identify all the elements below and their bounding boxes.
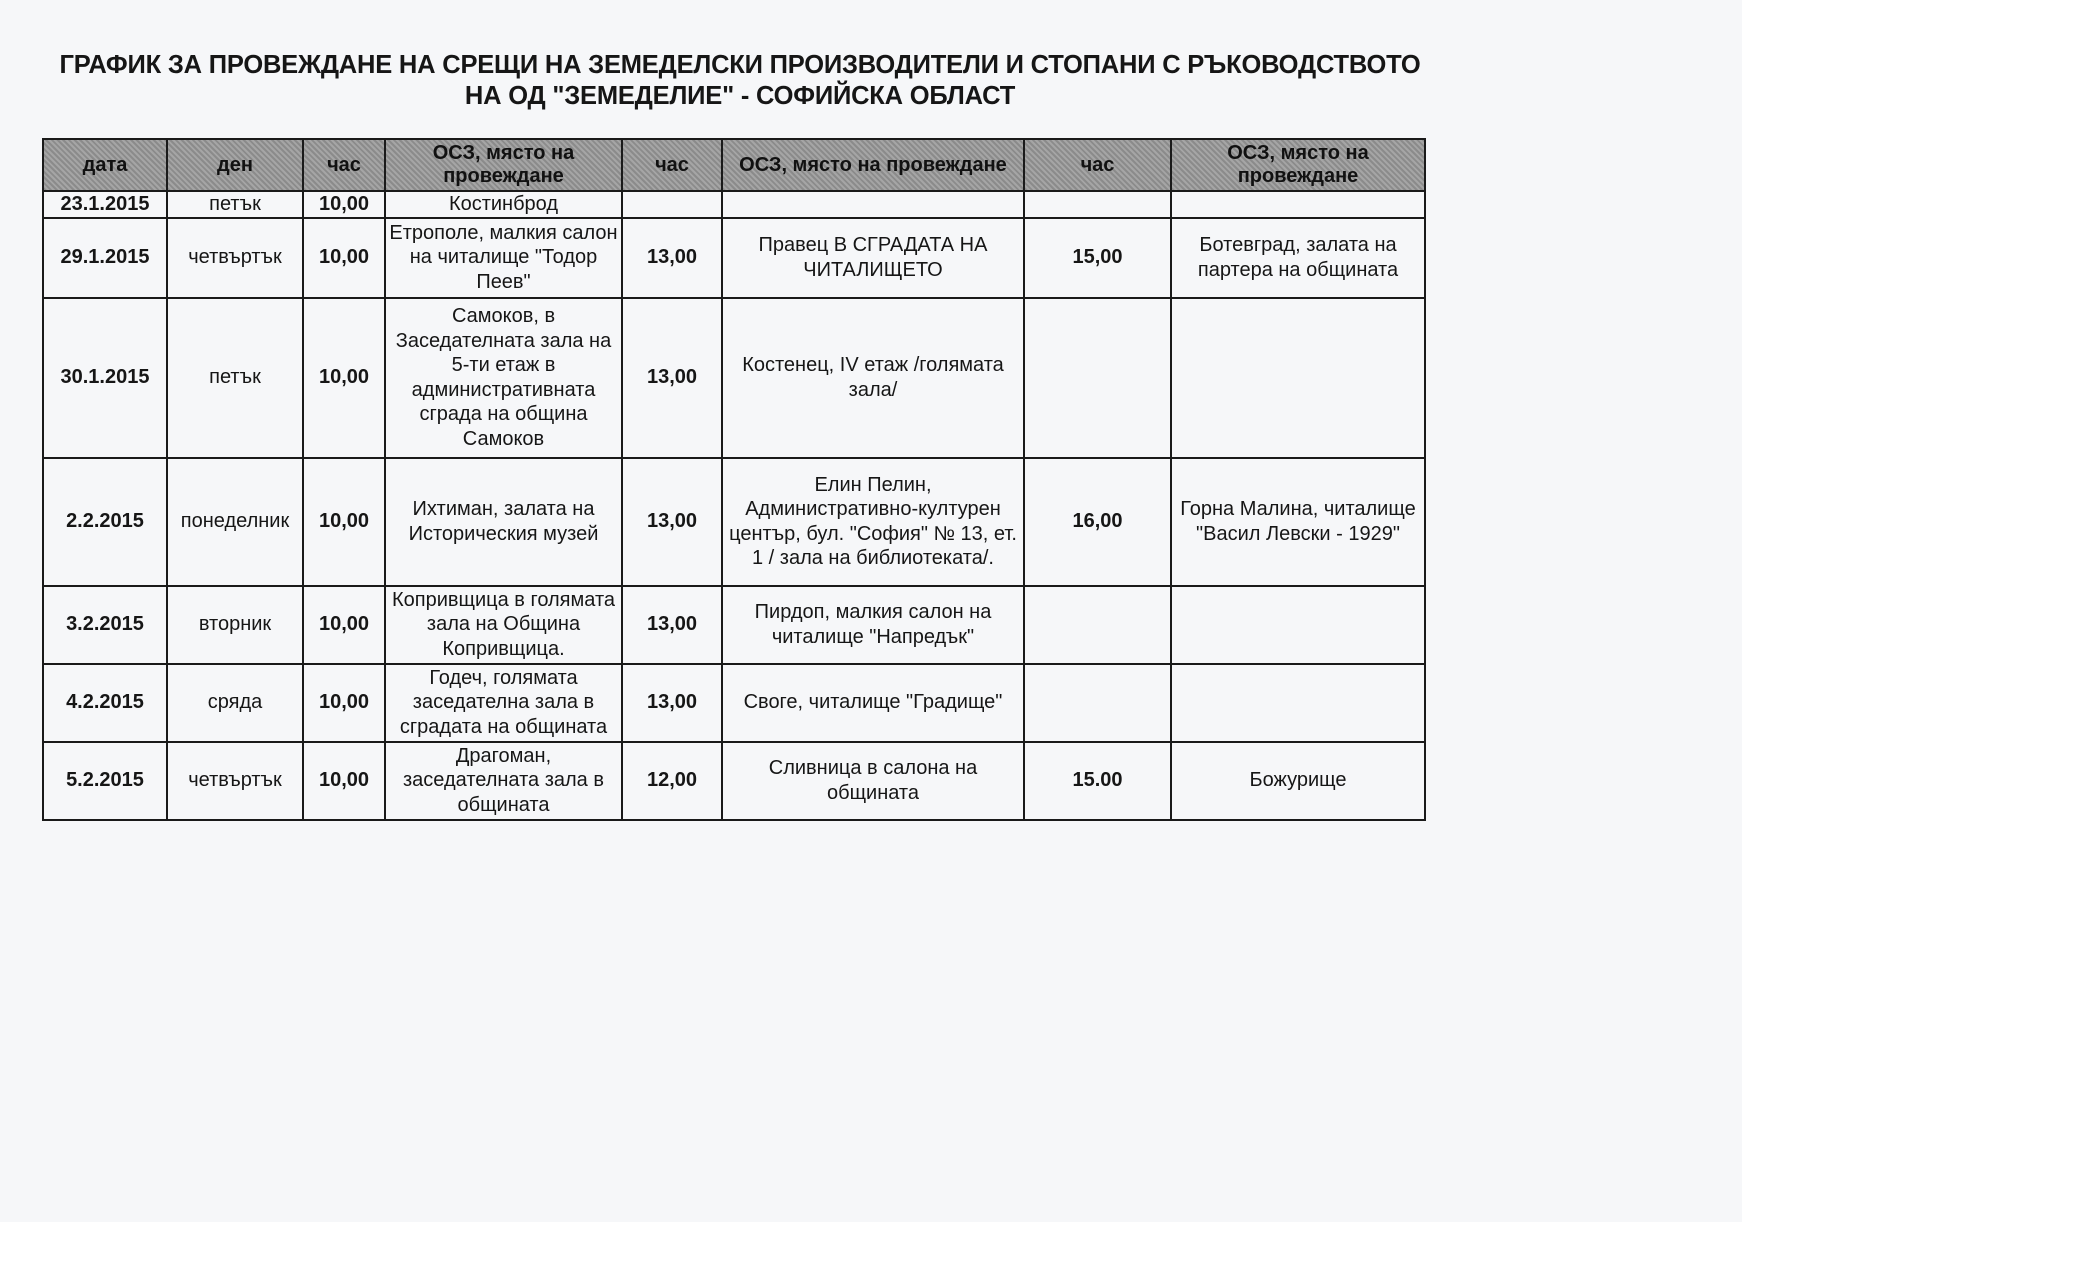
cell-time-1: 10,00 (303, 586, 385, 664)
cell-time-2: 13,00 (622, 218, 722, 298)
cell-day: четвъртък (167, 218, 303, 298)
header-venue-3: ОСЗ, място на провеждане (1171, 139, 1425, 191)
table-row (43, 458, 1425, 586)
cell-date: 5.2.2015 (43, 742, 167, 820)
cell-venue-3 (1171, 586, 1425, 664)
cell-venue-2: Елин Пелин, Административно-културен център, бул. "София" № 13, ет. 1 / зала на библиотеката/. (722, 458, 1024, 586)
cell-time-1: 10,00 (303, 298, 385, 458)
header-date: дата (43, 139, 167, 191)
cell-date: 23.1.2015 (43, 191, 167, 218)
header-day: ден (167, 139, 303, 191)
table-row (43, 298, 1425, 458)
cell-venue-2: Своге, читалище "Градище" (722, 664, 1024, 742)
cell-time-2 (622, 191, 722, 218)
cell-time-2: 13,00 (622, 458, 722, 586)
cell-venue-3 (1171, 664, 1425, 742)
document-title (40, 50, 1440, 112)
cell-day: четвъртък (167, 742, 303, 820)
cell-time-1: 10,00 (303, 742, 385, 820)
cell-time-1: 10,00 (303, 218, 385, 298)
cell-venue-3: Божурище (1171, 742, 1425, 820)
cell-day: понеделник (167, 458, 303, 586)
cell-date: 3.2.2015 (43, 586, 167, 664)
cell-time-2: 12,00 (622, 742, 722, 820)
cell-day: вторник (167, 586, 303, 664)
cell-time-3 (1024, 586, 1171, 664)
table-row (43, 191, 1425, 218)
cell-time-3 (1024, 191, 1171, 218)
header-time-2: час (622, 139, 722, 191)
cell-venue-2: Сливница в салона на общината (722, 742, 1024, 820)
cell-venue-2: Костенец, IV етаж /голямата зала/ (722, 298, 1024, 458)
cell-time-1: 10,00 (303, 664, 385, 742)
cell-time-3: 15.00 (1024, 742, 1171, 820)
cell-venue-1: Костинброд (385, 191, 622, 218)
cell-venue-1: Етрополе, малкия салон на читалище "Тодор Пеев" (385, 218, 622, 298)
cell-day: петък (167, 191, 303, 218)
cell-venue-3 (1171, 298, 1425, 458)
cell-venue-2: Пирдоп, малкия салон на читалище "Напредък" (722, 586, 1024, 664)
header-venue-1: ОСЗ, място на провеждане (385, 139, 622, 191)
cell-date: 29.1.2015 (43, 218, 167, 298)
cell-venue-1: Драгоман, заседателната зала в общината (385, 742, 622, 820)
cell-time-2: 13,00 (622, 586, 722, 664)
cell-venue-2 (722, 191, 1024, 218)
cell-day: сряда (167, 664, 303, 742)
cell-time-3 (1024, 664, 1171, 742)
cell-venue-1: Самоков, в Заседателната зала на 5-ти етаж в административната сграда на община Самоков (385, 298, 622, 458)
cell-venue-1: Копривщица в голямата зала на Община Копривщица. (385, 586, 622, 664)
cell-date: 30.1.2015 (43, 298, 167, 458)
header-time-3: час (1024, 139, 1171, 191)
table-row (43, 586, 1425, 664)
cell-time-1: 10,00 (303, 458, 385, 586)
cell-time-2: 13,00 (622, 664, 722, 742)
cell-time-3: 16,00 (1024, 458, 1171, 586)
cell-venue-2: Правец В СГРАДАТА НА ЧИТАЛИЩЕТО (722, 218, 1024, 298)
cell-time-2: 13,00 (622, 298, 722, 458)
cell-venue-1: Ихтиман, залата на Историческия музей (385, 458, 622, 586)
title-line-1: ГРАФИК ЗА ПРОВЕЖДАНЕ НА СРЕЩИ НА ЗЕМЕДЕЛСКИ ПРОИЗВОДИТЕЛИ И СТОПАНИ С РЪКОВОДСТВОТО (59, 51, 1421, 79)
header-venue-2: ОСЗ, място на провеждане (722, 139, 1024, 191)
table-row (43, 742, 1425, 820)
cell-venue-3: Горна Малина, читалище "Васил Левски - 1929" (1171, 458, 1425, 586)
header-time-1: час (303, 139, 385, 191)
cell-time-3 (1024, 298, 1171, 458)
cell-time-3: 15,00 (1024, 218, 1171, 298)
cell-day: петък (167, 298, 303, 458)
cell-date: 2.2.2015 (43, 458, 167, 586)
cell-venue-3 (1171, 191, 1425, 218)
cell-date: 4.2.2015 (43, 664, 167, 742)
title-line-2: НА ОД "ЗЕМЕДЕЛИЕ" - СОФИЙСКА ОБЛАСТ (464, 82, 1016, 110)
table-row (43, 218, 1425, 298)
schedule-table (42, 138, 1426, 821)
cell-venue-3: Ботевград, залата на партера на общината (1171, 218, 1425, 298)
cell-venue-1: Годеч, голямата заседателна зала в сградата на общината (385, 664, 622, 742)
header-row (43, 139, 1425, 191)
cell-time-1: 10,00 (303, 191, 385, 218)
table-row (43, 664, 1425, 742)
